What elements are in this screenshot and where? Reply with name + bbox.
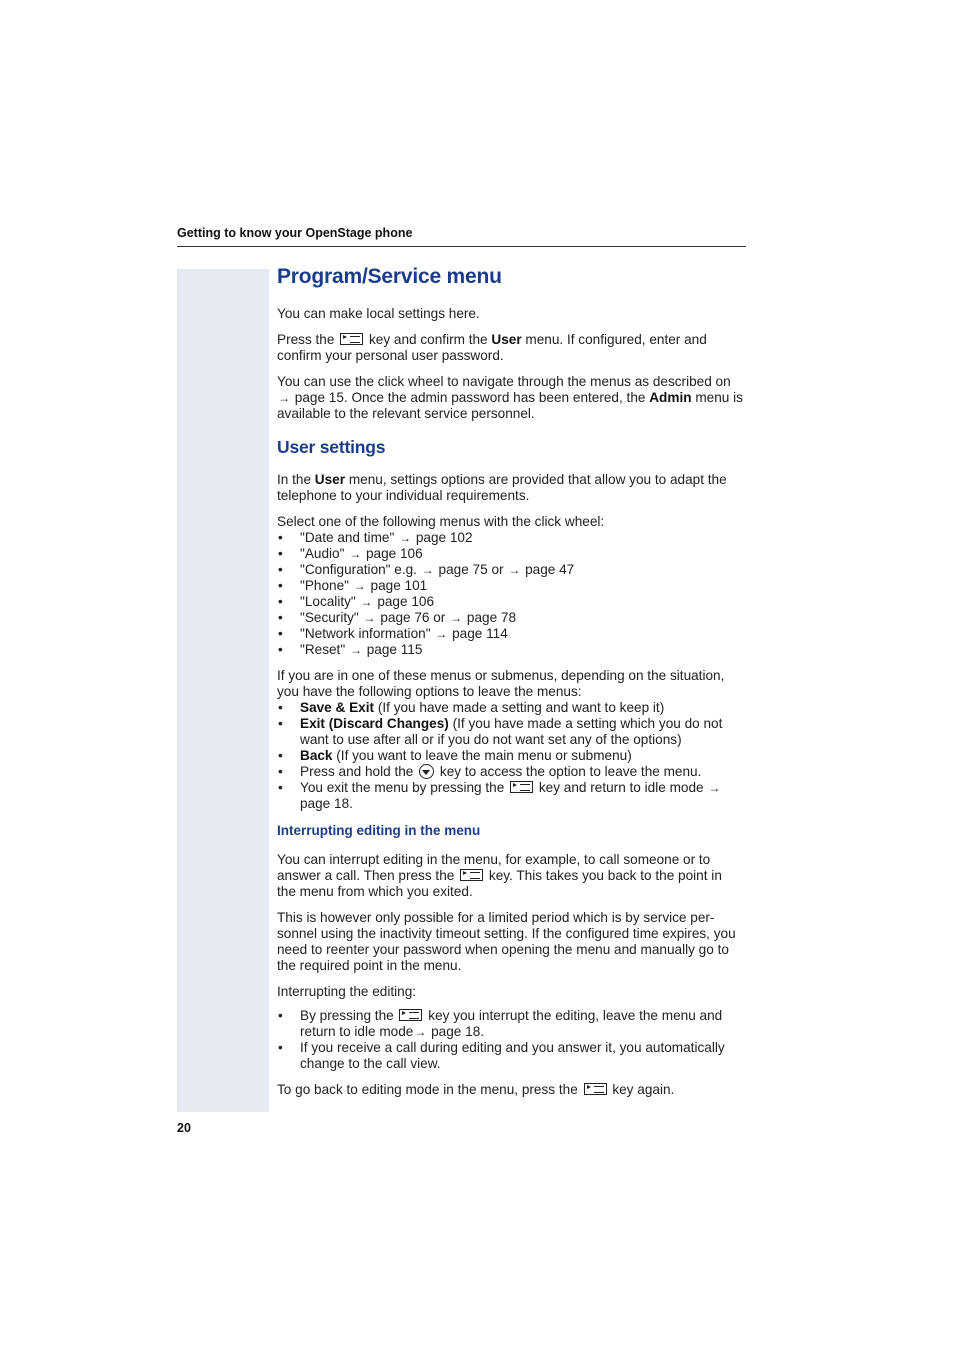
- margin-sidebar: [177, 269, 269, 1112]
- user-menu-label: User: [314, 472, 346, 487]
- text: key again.: [612, 1082, 675, 1097]
- menu-list-item: [277, 626, 744, 642]
- option-back: Back: [300, 748, 333, 763]
- menu-list-item: [277, 546, 744, 562]
- menu-key-icon: [460, 869, 483, 881]
- page-reference: page 76 or: [380, 610, 446, 625]
- text: key and return to idle mode: [538, 780, 704, 795]
- menu-list: [277, 530, 744, 658]
- user-menu-label: User: [491, 332, 522, 347]
- menu-name: "Security": [300, 610, 359, 625]
- arrow-icon: →: [278, 391, 290, 405]
- interrupt-paragraph-1: [277, 852, 744, 900]
- user-settings-title: User settings: [277, 437, 386, 457]
- text: In the: [277, 472, 312, 487]
- menu-name: "Locality": [300, 594, 356, 609]
- text: key. This takes you back to the point in the menu from which you exited.: [277, 868, 722, 899]
- intro-paragraph: You can make local settings here.: [277, 306, 480, 321]
- menu-name: "Configuration" e.g.: [300, 562, 417, 577]
- arrow-icon: →: [363, 611, 376, 625]
- menu-list-item: [277, 642, 744, 658]
- text: You exit the menu by pressing the: [300, 780, 505, 795]
- menu-list-item: [277, 578, 744, 594]
- menu-name: "Audio": [300, 546, 345, 561]
- text: You can interrupt editing in the menu, for example, to call someone or to answer a call. Then press the: [277, 852, 711, 883]
- section-title: Program/Service menu: [277, 265, 502, 288]
- text: Press the: [277, 332, 335, 347]
- leave-options-list: [277, 700, 744, 812]
- text: key and confirm the: [368, 332, 488, 347]
- menu-list-item: [277, 530, 744, 546]
- menu-name: "Phone": [300, 578, 349, 593]
- arrow-icon: →: [349, 643, 362, 657]
- interrupt-paragraph-2: This is however only possible for a limited period which is by service per- sonnel using the inactivity timeout setting. If the configured time expires, you need to reenter your password when opening the menu and manually go to the required point in the menu.: [277, 910, 736, 973]
- option-exit-discard: Exit (Discard Changes): [300, 716, 449, 731]
- text: By pressing the: [300, 1008, 394, 1023]
- arrow-icon: →: [353, 579, 366, 593]
- menu-key-icon: [340, 333, 363, 345]
- page-reference: page 75 or: [438, 562, 504, 577]
- list-item: [277, 748, 744, 764]
- page-reference: page 101: [370, 578, 428, 593]
- click-wheel-paragraph: [277, 374, 744, 422]
- menu-name: "Network information": [300, 626, 431, 641]
- arrow-icon: →: [421, 563, 434, 577]
- menu-list-item: [277, 594, 744, 610]
- page-reference: page 115: [366, 642, 423, 657]
- text: You can use the click wheel to navigate through the menus as described on: [277, 374, 731, 389]
- page-reference: page 18.: [431, 1024, 485, 1039]
- page-reference: page 106: [365, 546, 423, 561]
- arrow-icon: →: [349, 547, 362, 561]
- arrow-icon: →: [360, 595, 373, 609]
- list-item: [277, 1008, 744, 1040]
- arrow-icon: →: [414, 1025, 427, 1039]
- page-reference: page 78: [466, 610, 517, 625]
- page-number: 20: [177, 1121, 191, 1135]
- arrow-icon: →: [708, 781, 721, 795]
- menu-name: "Reset": [300, 642, 346, 657]
- page-reference: page 102: [415, 530, 473, 545]
- interrupting-title: Interrupting editing in the menu: [277, 823, 481, 838]
- user-settings-intro: [277, 472, 744, 504]
- admin-menu-label: Admin: [649, 390, 692, 405]
- text: menu. If configured, enter and confirm your personal user password.: [277, 332, 707, 363]
- menu-key-icon: [399, 1009, 422, 1021]
- leave-menu-paragraph: If you are in one of these menus or submenus, depending on the situation, you have the following options to leave the menus:: [277, 668, 725, 699]
- list-item: [277, 764, 744, 780]
- page-reference: page 106: [377, 594, 435, 609]
- text: menu is available to the relevant service personnel.: [277, 390, 743, 421]
- list-item: [277, 716, 744, 748]
- page-reference: page 15. Once the admin password has been entered, the: [294, 390, 646, 405]
- text: key to access the option to leave the menu.: [439, 764, 702, 779]
- interrupt-paragraph-3: Interrupting the editing:: [277, 984, 417, 999]
- menu-key-icon: [510, 781, 533, 793]
- menu-list-item: [277, 562, 744, 578]
- option-save-exit: Save & Exit: [300, 700, 375, 715]
- select-menu-paragraph: Select one of the following menus with the click wheel:: [277, 514, 605, 529]
- interrupt-list: [277, 1008, 744, 1072]
- menu-name: "Date and time": [300, 530, 395, 545]
- text: To go back to editing mode in the menu, press the: [277, 1082, 578, 1097]
- text: key you interrupt the editing, leave the menu and return to idle mode: [300, 1008, 723, 1039]
- arrow-icon: →: [450, 611, 463, 625]
- page-reference: page 18.: [300, 796, 353, 811]
- interrupt-paragraph-4: [277, 1082, 744, 1098]
- list-item: • If you receive a call during editing and you answer it, you automatically change to the call view.: [277, 1040, 744, 1072]
- text: (If you have made a setting and want to keep it): [377, 700, 665, 715]
- text: (If you have made a setting which you do not want to use after all or if you do not want set any of the options): [300, 716, 723, 747]
- list-item: [277, 700, 744, 716]
- page-content: [277, 263, 744, 1108]
- menu-key-icon: [584, 1083, 607, 1095]
- text: menu, settings options are provided that allow you to adapt the telephone to your individual requirements.: [277, 472, 727, 503]
- menu-key-paragraph: [277, 332, 744, 364]
- running-header: Getting to know your OpenStage phone: [177, 226, 746, 247]
- arrow-icon: →: [508, 563, 521, 577]
- text: (If you want to leave the main menu or submenu): [336, 748, 632, 763]
- page-reference: page 114: [452, 626, 508, 641]
- page-reference: page 47: [525, 562, 575, 577]
- navigation-wheel-icon: [419, 764, 434, 779]
- arrow-icon: →: [435, 627, 448, 641]
- text: Press and hold the: [300, 764, 414, 779]
- arrow-icon: →: [399, 531, 412, 545]
- menu-list-item: [277, 610, 744, 626]
- list-item: [277, 780, 744, 812]
